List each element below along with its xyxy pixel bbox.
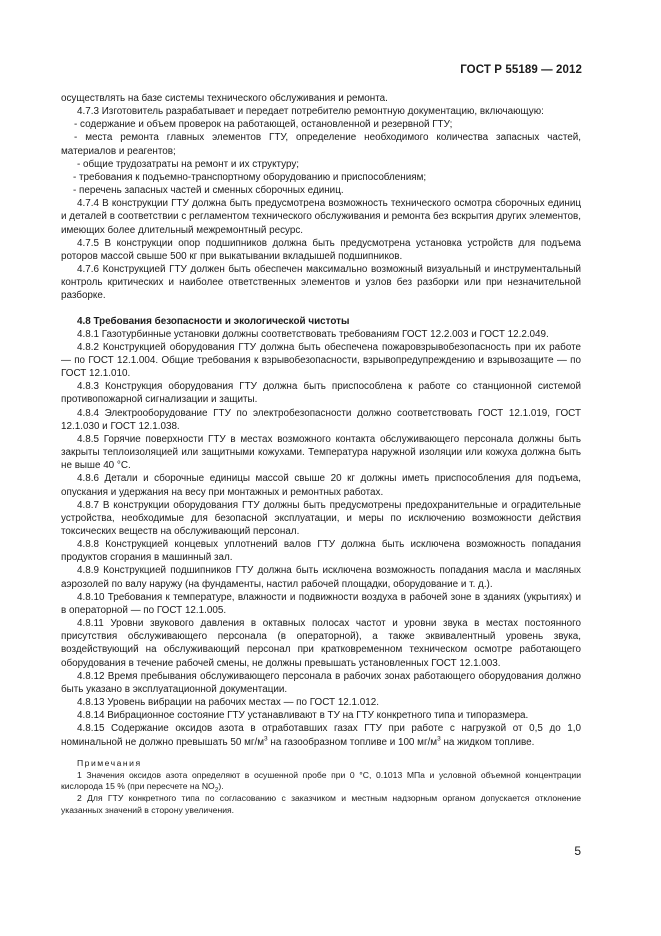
superscript: 3 [264, 735, 268, 743]
paragraph: 4.7.3 Изготовитель разрабатывает и передает потребителю ремонтную документацию, включающую: [77, 106, 544, 118]
note-1 [61, 770, 581, 793]
paragraph: 4.8.13 Уровень вибрации на рабочих местах — по ГОСТ 12.1.012. [77, 697, 379, 709]
list-item: - перечень запасных частей и сменных сборочных единиц. [73, 185, 344, 197]
list-item: - содержание и объем проверок на работающей, остановленной и резервной ГТУ; [74, 119, 453, 131]
list-item: - места ремонта главных элементов ГТУ, определение необходимого количества запасных частей, материалов и реагентов; [61, 132, 581, 157]
paragraph: 4.8.3 Конструкция оборудования ГТУ должна быть приспособлена к работе со станционной системой противопожарной сигнализации и защиты. [61, 381, 581, 406]
superscript: 3 [437, 735, 441, 743]
section-title: 4.8 Требования безопасности и экологической чистоты [77, 315, 350, 327]
paragraph: 4.8.8 Конструкцией концевых уплотнений валов ГТУ должна быть исключена возможность попадания продуктов сгорания в машинный зал. [61, 539, 581, 564]
text-run: ). [218, 781, 224, 792]
list-item: - общие трудозатраты на ремонт и их структуру; [77, 158, 300, 170]
paragraph: 4.8.12 Время пребывания обслуживающего персонала в рабочих зонах работающего оборудования должно быть указано в эксплуатационной документации. [61, 670, 581, 695]
paragraph: 4.8.11 Уровни звукового давления в октавных полосах частот и уровни звука в местах постоянного присутствия обслуживающего персонала (в операторной), а также эквивалентный уровень звука, воздействующий на обслуживающий персонал при кратковременном техническом осмотре работающего оборудования в течение рабочей смены, не должны превышать установленных ГОСТ 12.1.003. [61, 618, 581, 669]
paragraph: 4.7.4 В конструкции ГТУ должна быть предусмотрена возможность технического осмотра сборочных единиц и деталей в соответствии с регламентом технического обслуживания и ремонта без вскрытия других элементов, имеющих более длительный межремонтный ресурс. [61, 198, 581, 236]
document-code: ГОСТ Р 55189 — 2012 [460, 64, 582, 76]
paragraph: 4.8.4 Электрооборудование ГТУ по электробезопасности должно соответствовать ГОСТ 12.1.019, ГОСТ 12.1.030 и ГОСТ 12.1.038. [61, 407, 581, 432]
text-run: 4.8.15 Содержание оксидов азота в отработавших газах ГТУ при работе с нагрузкой от 0,5 до 1,0 номинальной не должно превышать 50 мг/м [61, 723, 581, 748]
page-body [61, 92, 581, 816]
paragraph: 4.8.2 Конструкцией оборудования ГТУ должна быть обеспечена пожаровзрывобезопасность при их работе — по ГОСТ 12.1.004. Общие требования к взрывобезопасности, взрывопредупреждению и взрывозащите — по ГОСТ 12.1.010. [61, 341, 581, 380]
paragraph: 4.7.5 В конструкции опор подшипников должна быть предусмотрена установка устройств для подъема роторов массой свыше 500 кг при выкатывании вкладышей подшипников. [61, 237, 581, 262]
subscript: 2 [214, 787, 219, 795]
text-run: 1 Значения оксидов азота определяют в осушенной пробе при 0 °С, 0.1013 МПа и условной объемной концентрации кислорода 15 % (при пересчете на NO [61, 769, 581, 792]
note-2: 2 Для ГТУ конкретного типа по согласованию с заказчиком и местным надзорным органом допускается отклонение указанных значений в сторону увеличения. [61, 793, 581, 815]
text-run: на жидком топливе. [440, 736, 535, 748]
paragraph: 4.8.10 Требования к температуре, влажности и подвижности воздуха в рабочей зоне в зданиях (укрытиях) и в операторной — по ГОСТ 12.1.005. [61, 591, 581, 616]
paragraph: 4.8.7 В конструкции оборудования ГТУ должны быть предусмотрены предохранительные и оградительные устройства, необходимые для безопасной эксплуатации, и меры по исключению возможности действия токсических веществ на обслуживающий персонал. [61, 499, 581, 537]
page-number: 5 [574, 844, 581, 858]
paragraph: 4.8.9 Конструкцией подшипников ГТУ должна быть исключена возможность попадания масла и масляных аэрозолей по валу наружу (на фундаменты, настил рабочей площадки, оборудование и т. д.). [61, 565, 581, 590]
paragraph: 4.7.6 Конструкцией ГТУ должен быть обеспечен максимально возможный визуальный и инструментальный контроль критических и наиболее ответственных элементов и узлов без разборки или при незначительной разборке. [61, 264, 581, 302]
notes-title: Примечания [77, 757, 142, 768]
paragraph: 4.8.6 Детали и сборочные единицы массой свыше 20 кг должны иметь приспособления для подъема, опускания и удержания на весу при монтажных и ремонтных работах. [61, 473, 581, 498]
paragraph: 4.8.14 Вибрационное состояние ГТУ устанавливают в ТУ на ГТУ конкретного типа и типоразмера. [77, 710, 529, 722]
text-run: на газообразном топливе и 100 мг/м [267, 736, 438, 748]
paragraph: 4.8.5 Горячие поверхности ГТУ в местах возможного контакта обслуживающего персонала должны быть закрыты теплоизоляцией или защитными кожухами. Температура наружной изоляции или кожуха должна быть не выше 40 °С. [61, 433, 581, 472]
paragraph-4-8-15 [61, 722, 581, 748]
paragraph: осуществлять на базе системы технического обслуживания и ремонта. [61, 93, 388, 104]
list-item: - требования к подъемно-транспортному оборудованию и приспособлениям; [73, 171, 427, 183]
paragraph: 4.8.1 Газотурбинные установки должны соответствовать требованиям ГОСТ 12.2.003 и ГОСТ 12.2.049. [77, 328, 549, 340]
